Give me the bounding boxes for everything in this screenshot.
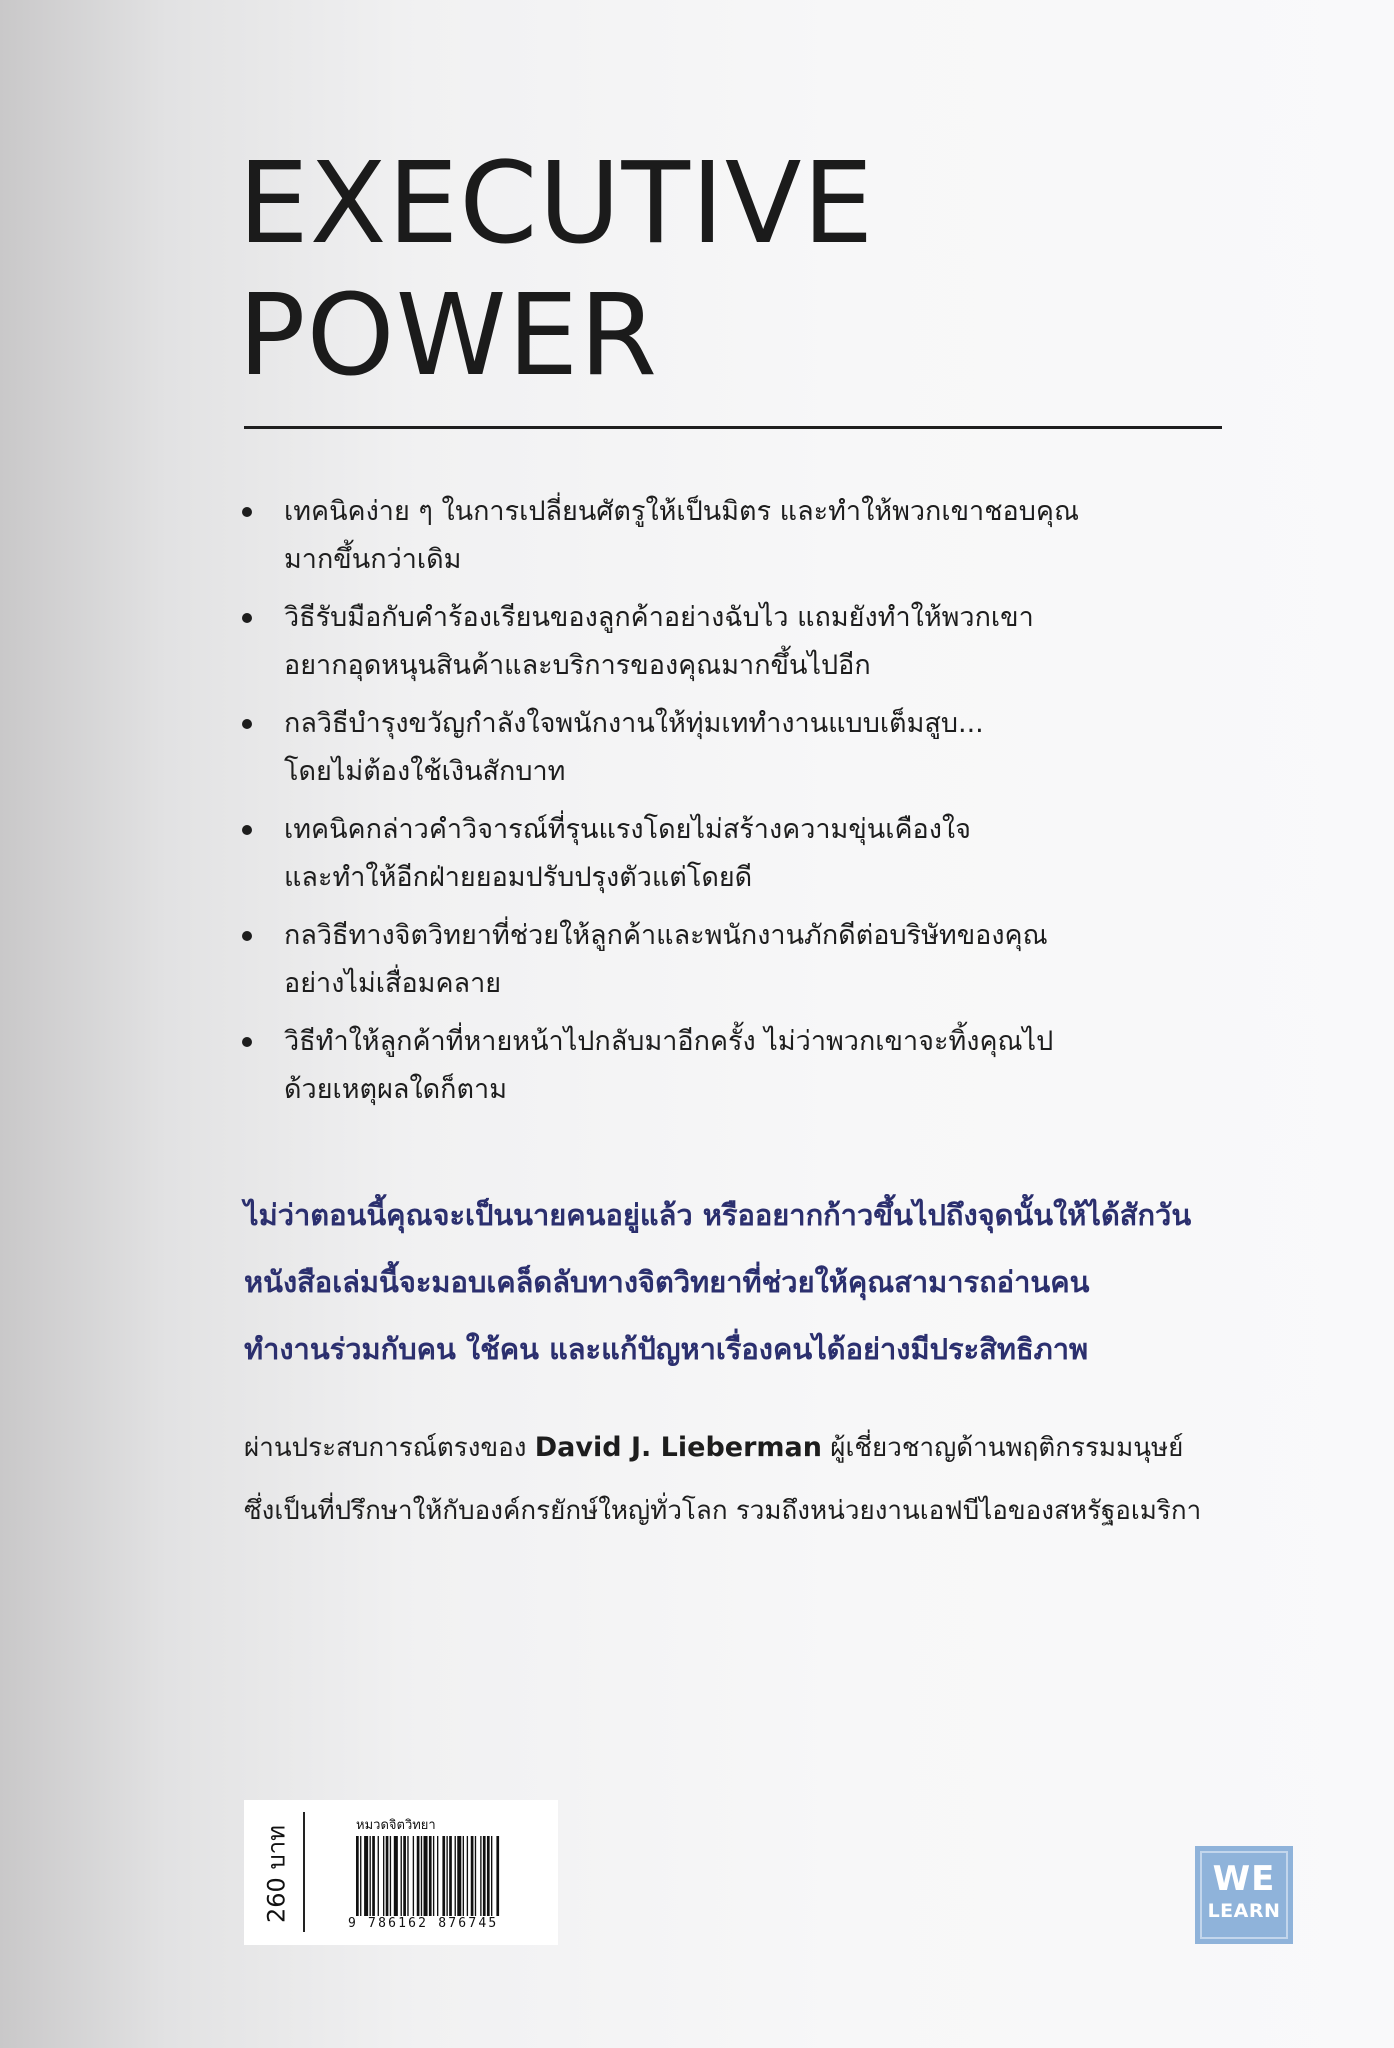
- author-intro: ผ่านประสบการณ์ตรงของ: [244, 1433, 535, 1463]
- feature-text: วิธีทำให้ลูกค้าที่หายหน้าไปกลับมาอีกครั้ง ไม่ว่าพวกเขาจะทิ้งคุณไป: [284, 1026, 1054, 1057]
- highlight-line: ทำงานร่วมกับคน ใช้คน และแก้ปัญหาเรื่องคนได้อย่างมีประสิทธิภาพ: [244, 1332, 1089, 1366]
- highlight-line: หนังสือเล่มนี้จะมอบเคล็ดลับทางจิตวิทยาที่ช่วยให้คุณสามารถอ่านคน: [244, 1265, 1090, 1299]
- highlight-line: ไม่ว่าตอนนี้คุณจะเป็นนายคนอยู่แล้ว หรืออยากก้าวขึ้นไปถึงจุดนั้นให้ได้สักวัน: [244, 1198, 1192, 1232]
- book-title: [238, 138, 874, 402]
- bullet-icon: [242, 507, 252, 517]
- feature-item: [240, 488, 1140, 584]
- feature-text: ด้วยเหตุผลใดก็ตาม: [284, 1074, 508, 1105]
- price-divider: [303, 1812, 305, 1932]
- author-line-1: [244, 1416, 1244, 1480]
- feature-text: อย่างไม่เสื่อมคลาย: [284, 968, 502, 999]
- feature-text: มากขึ้นกว่าเดิม: [284, 544, 462, 575]
- bullet-icon: [242, 825, 252, 835]
- bullet-icon: [242, 931, 252, 941]
- feature-item: [240, 1018, 1140, 1114]
- feature-item: [240, 594, 1140, 690]
- feature-text: อยากอุดหนุนสินค้าและบริการของคุณมากขึ้นไปอีก: [284, 650, 871, 681]
- category-label: หมวดจิตวิทยา: [356, 1818, 436, 1833]
- barcode-icon: [354, 1836, 550, 1916]
- price-text: 260 บาท: [262, 1825, 291, 1923]
- logo-line-1: WE: [1212, 1859, 1276, 1899]
- feature-text: โดยไม่ต้องใช้เงินสักบาท: [284, 756, 566, 787]
- feature-text: เทคนิคกล่าวคำวิจารณ์ที่รุนแรงโดยไม่สร้างความขุ่นเคืองใจ: [284, 814, 971, 845]
- feature-text: และทำให้อีกฝ่ายยอมปรับปรุงตัวแต่โดยดี: [284, 862, 753, 893]
- title-divider: [244, 426, 1222, 429]
- we-learn-logo: [1195, 1846, 1293, 1944]
- bullet-icon: [242, 1037, 252, 1047]
- title-line-1: EXECUTIVE: [238, 139, 875, 269]
- title-line-2: POWER: [238, 271, 659, 401]
- author-paragraph: [244, 1416, 1244, 1543]
- bullet-icon: [242, 719, 252, 729]
- feature-item: [240, 806, 1140, 902]
- price-label: [256, 1815, 296, 1933]
- feature-text: เทคนิคง่าย ๆ ในการเปลี่ยนศัตรูให้เป็นมิตร และทำให้พวกเขาชอบคุณ: [284, 496, 1080, 527]
- feature-text: กลวิธีบำรุงขวัญกำลังใจพนักงานให้ทุ่มเททำงานแบบเต็มสูบ...: [284, 708, 984, 739]
- bullet-icon: [242, 613, 252, 623]
- author-name: David J. Lieberman: [534, 1432, 822, 1463]
- isbn-number: 9 786162 876745: [348, 1916, 499, 1931]
- highlight-paragraph: [244, 1182, 1244, 1383]
- logo-line-2: LEARN: [1207, 1900, 1281, 1922]
- feature-item: [240, 912, 1140, 1008]
- feature-text: กลวิธีทางจิตวิทยาที่ช่วยให้ลูกค้าและพนักงานภักดีต่อบริษัทของคุณ: [284, 920, 1048, 951]
- author-role: ผู้เชี่ยวชาญด้านพฤติกรรมมนุษย์: [821, 1433, 1184, 1463]
- feature-text: วิธีรับมือกับคำร้องเรียนของลูกค้าอย่างฉับไว แถมยังทำให้พวกเขา: [284, 602, 1034, 633]
- feature-list: [240, 488, 1140, 1124]
- author-line-2: ซึ่งเป็นที่ปรึกษาให้กับองค์กรยักษ์ใหญ่ทั่วโลก รวมถึงหน่วยงานเอฟบีไอของสหรัฐอเมริกา: [244, 1496, 1202, 1526]
- feature-item: [240, 700, 1140, 796]
